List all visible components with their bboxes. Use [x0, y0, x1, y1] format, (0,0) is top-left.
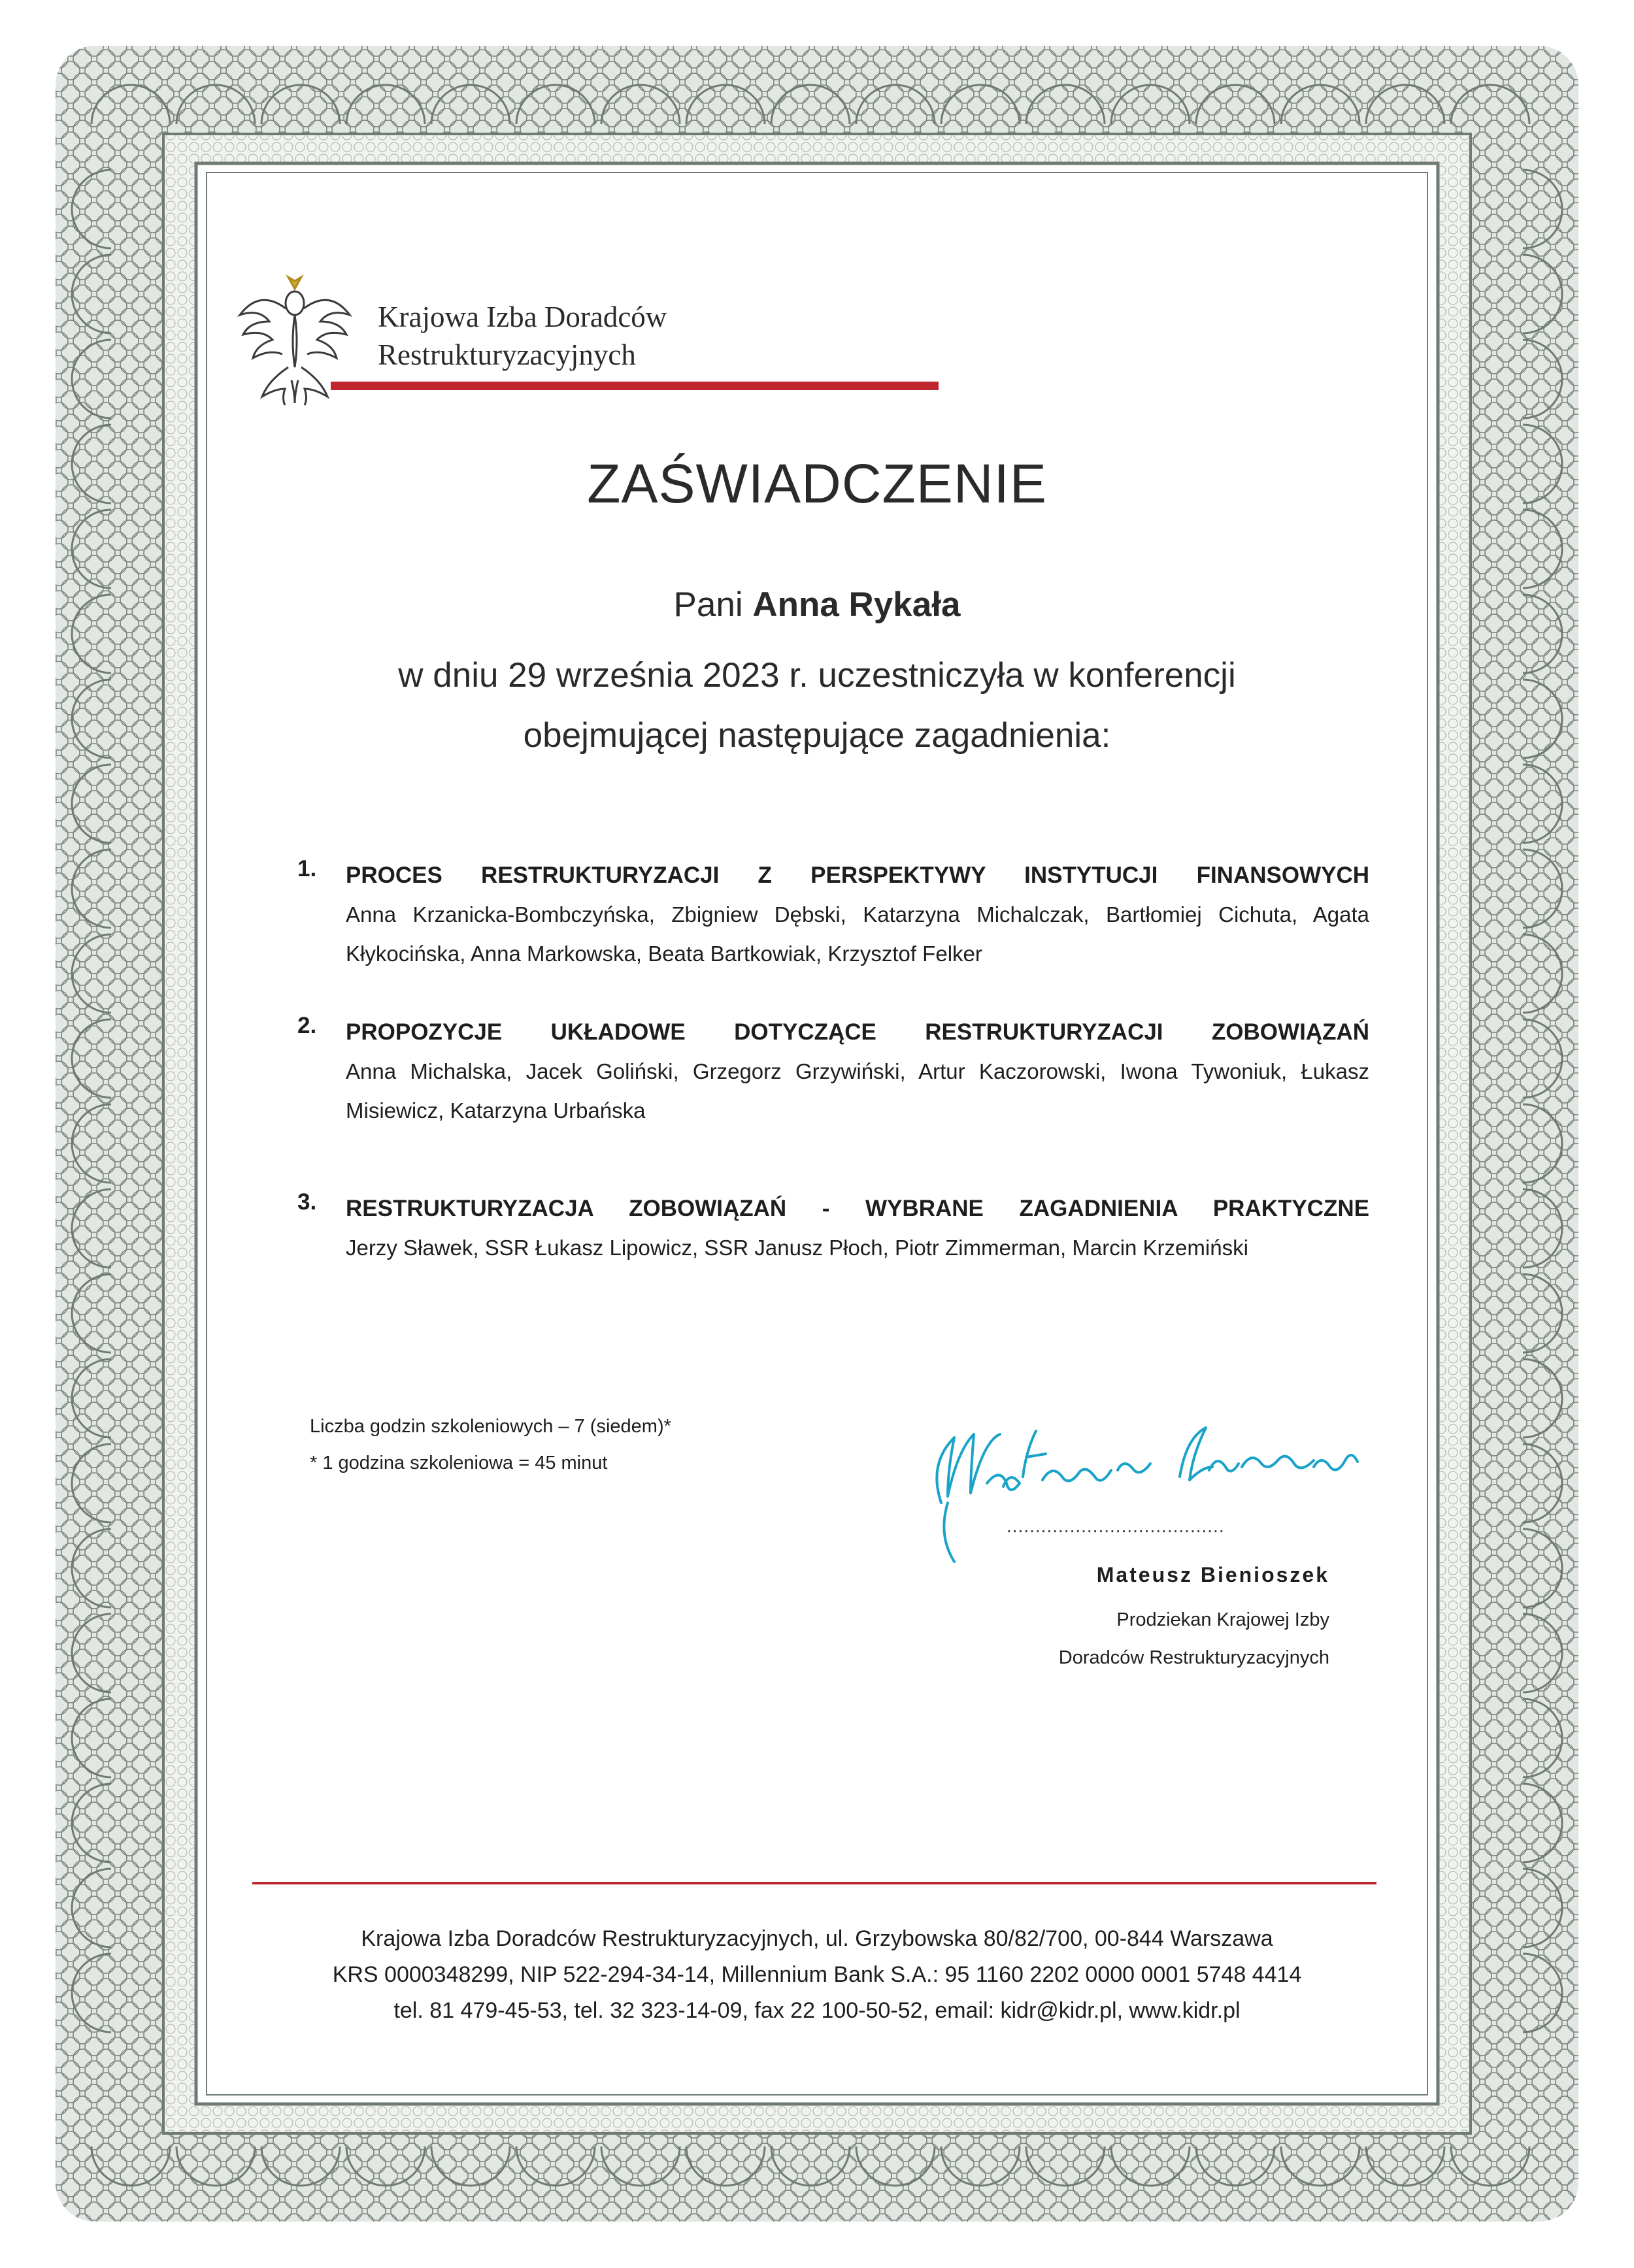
recipient-name: Anna Rykała	[752, 585, 961, 624]
footer-registration: KRS 0000348299, NIP 522-294-34-14, Millennium Bank S.A.: 95 1160 2202 0000 0001 5748 4414	[332, 1962, 1302, 1987]
training-hours-line: Liczba godzin szkoleniowych – 7 (siedem)*	[310, 1416, 671, 1437]
signatory-role-line-2: Doradców Restrukturyzacyjnych	[1058, 1647, 1329, 1668]
topic-item	[297, 1013, 1369, 1130]
footer-contact	[0, 1921, 1634, 2029]
document-title: ZAŚWIADCZENIE	[587, 453, 1047, 514]
signature-line: ......................................	[1007, 1516, 1225, 1536]
recipient-line	[0, 585, 1634, 625]
topic-title: PROPOZYCJE UKŁADOWE DOTYCZĄCE RESTRUKTURYZACJI ZOBOWIĄZAŃ	[346, 1019, 1369, 1045]
institution-name	[378, 298, 667, 374]
signatory-role-line-1: Prodziekan Krajowej Izby	[1116, 1609, 1329, 1630]
intro-text	[0, 646, 1634, 766]
topic-item	[297, 856, 1369, 974]
topic-number: 3.	[297, 1189, 317, 1215]
institution-line-1: Krajowa Izba Doradców	[378, 301, 667, 333]
topic-speakers: Jerzy Sławek, SSR Łukasz Lipowicz, SSR Janusz Płoch, Piotr Zimmerman, Marcin Krzemiński	[346, 1236, 1248, 1260]
topic-speakers: Anna Michalska, Jacek Goliński, Grzegorz Grzywiński, Artur Kaczorowski, Iwona Tywoniuk, Łukasz Misiewicz, Katarzyna Urbańska	[346, 1059, 1369, 1123]
recipient-prefix: Pani	[673, 585, 743, 624]
signatory-role	[1059, 1601, 1329, 1677]
handwritten-signature	[889, 1405, 1399, 1575]
topic-title: PROCES RESTRUKTURYZACJI Z PERSPEKTYWY INSTYTUCJI FINANSOWYCH	[346, 863, 1369, 888]
training-hours-note	[310, 1408, 671, 1481]
topic-title: RESTRUKTURYZACJA ZOBOWIĄZAŃ - WYBRANE ZAGADNIENIA PRAKTYCZNE	[346, 1196, 1369, 1221]
topics-list	[297, 856, 1369, 1307]
topic-item	[297, 1189, 1369, 1268]
letterhead	[233, 269, 729, 406]
intro-line-2: obejmującej następujące zagadnienia:	[523, 716, 1111, 755]
topic-speakers: Anna Krzanicka-Bombczyńska, Zbigniew Dębski, Katarzyna Michalczak, Bartłomiej Cichuta, Agata Kłykocińska, Anna Markowska, Beata Bartkowiak, Krzysztof Felker	[346, 902, 1369, 966]
footer-contacts: tel. 81 479-45-53, tel. 32 323-14-09, fax 22 100-50-52, email: kidr@kidr.pl, www.kidr.pl	[393, 1998, 1241, 2023]
footer-red-rule	[252, 1882, 1376, 1884]
header-red-rule	[331, 382, 939, 390]
footer-address: Krajowa Izba Doradców Restrukturyzacyjnych, ul. Grzybowska 80/82/700, 00-844 Warszawa	[361, 1926, 1273, 1951]
signatory-name: Mateusz Bienioszek	[1096, 1563, 1329, 1586]
training-hours-footnote: * 1 godzina szkoleniowa = 45 minut	[310, 1453, 608, 1473]
topic-number: 1.	[297, 856, 317, 881]
institution-line-2: Restrukturyzacyjnych	[378, 338, 636, 371]
topic-number: 2.	[297, 1013, 317, 1038]
intro-line-1: w dniu 29 września 2023 r. uczestniczyła w konferencji	[398, 656, 1236, 695]
